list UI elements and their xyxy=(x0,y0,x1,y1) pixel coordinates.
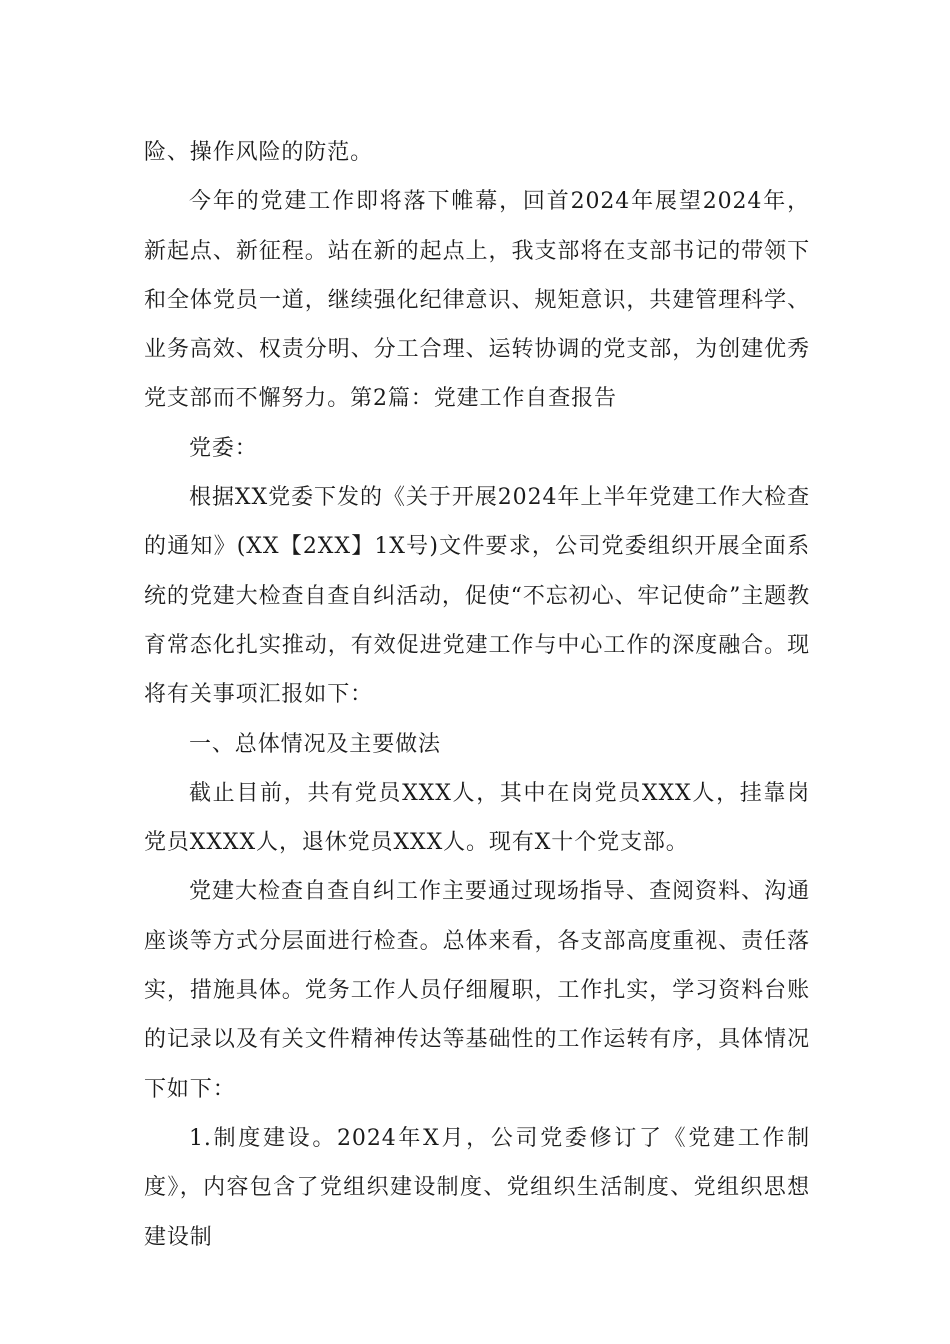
paragraph-year-review: 今年的党建工作即将落下帷幕，回首2024年展望2024年，新起点、新征程。站在新的起点上，我支部将在支部书记的带领下和全体党员一道，继续强化纪律意识、规矩意识，共建管理科学、业务高效、权责分明、分工合理、运转协调的党支部，为创建优秀党支部而不懈努力。第2篇：党建工作自查报告 xyxy=(144,189,810,412)
paragraph-member-count: 截止目前，共有党员XXX人，其中在岗党员XXX人，挂靠岗党员XXXX人，退休党员XXX人。现有X十个党支部。 xyxy=(144,780,810,856)
paragraph-inspection-method: 党建大检查自查自纠工作主要通过现场指导、查阅资料、沟通座谈等方式分层面进行检查。总体来看，各支部高度重视、责任落实，措施具体。党务工作人员仔细履职，工作扎实，学习资料台账的记录以及有关文件精神传达等基础性的工作运转有序，具体情况下如下： xyxy=(144,879,810,1102)
paragraph-salutation: 党委： xyxy=(189,435,258,461)
paragraph-risk-prevention: 险、操作风险的防范。 xyxy=(144,140,374,165)
section-heading-overall: 一、总体情况及主要做法 xyxy=(189,731,441,757)
paragraph-notice-basis: 根据XX党委下发的《关于开展2024年上半年党建工作大检查的通知》(XX【2XX】1X号)文件要求，公司党委组织开展全面系统的党建大检查自查自纠活动，促使“不忘初心、牢记使命”主题教育常态化扎实推动，有效促进党建工作与中心工作的深度融合。现将有关事项汇报如下： xyxy=(144,485,810,708)
paragraph-system-building: 1.制度建设。2024年X月，公司党委修订了《党建工作制度》，内容包含了党组织建设制度、党组织生活制度、党组织思想建设制 xyxy=(144,1125,810,1250)
document-body xyxy=(144,128,810,1262)
